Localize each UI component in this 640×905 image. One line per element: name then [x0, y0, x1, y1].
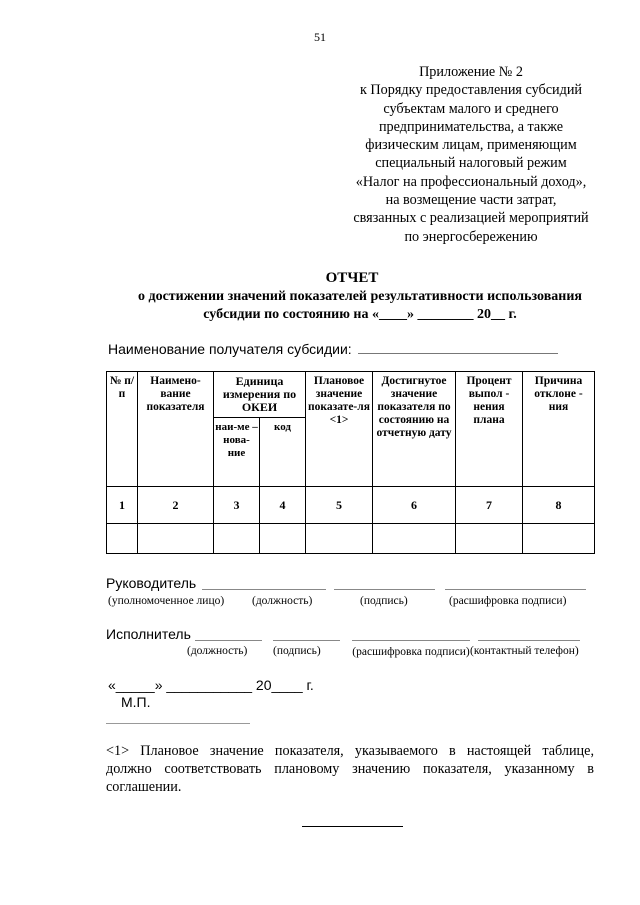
page-number: 51 — [314, 30, 326, 44]
stamp-label: М.П. — [121, 694, 151, 710]
table-cell[interactable] — [456, 524, 523, 554]
head-decode-line[interactable] — [445, 589, 586, 590]
recipient-field — [108, 341, 558, 357]
report-title: ОТЧЕТ — [325, 270, 379, 286]
appendix-header — [330, 63, 612, 246]
column-number: 6 — [373, 487, 456, 524]
appendix-line: связанных с реализацией мероприятий — [353, 210, 589, 227]
appendix-line: физическим лицам, применяющим — [365, 137, 577, 154]
recipient-input-line[interactable] — [358, 341, 558, 354]
header-unit: Единица измерения по ОКЕИ — [214, 372, 306, 418]
head-caption-position: (должность) — [252, 595, 313, 607]
table-cell[interactable] — [373, 524, 456, 554]
head-label: Руководитель — [106, 575, 197, 591]
executor-phone-line[interactable] — [478, 640, 580, 641]
header-num: № п/п — [107, 372, 138, 487]
column-number: 8 — [523, 487, 595, 524]
table-cell[interactable] — [523, 524, 595, 554]
appendix-line: специальный налоговый режим — [375, 155, 567, 172]
appendix-line: предпринимательства, а также — [378, 118, 564, 135]
recipient-label: Наименование получателя субсидии: — [108, 341, 352, 357]
appendix-line: Приложение № 2 — [419, 64, 523, 80]
footnote-line-1: <1> Плановое значение показателя, указываемого в настоящей таблице, — [106, 743, 594, 759]
executor-caption-phone: (контактный телефон) — [470, 645, 579, 657]
appendix-line: на возмещение части затрат, — [385, 192, 557, 209]
end-divider — [302, 826, 403, 827]
appendix-line: субъектам малого и среднего — [383, 100, 559, 117]
head-signature-line[interactable] — [334, 589, 435, 590]
subtitle-line-2: субсидии по состоянию на «____» ________ 20__ г. — [203, 307, 517, 322]
executor-signature-line[interactable] — [273, 640, 340, 641]
report-table — [106, 371, 595, 554]
executor-caption-signature: (подпись) — [273, 645, 321, 657]
footnote — [106, 742, 594, 796]
subtitle-line-1: о достижении значений показателей результативности использования — [138, 289, 582, 304]
table-cell[interactable] — [107, 524, 138, 554]
executor-caption-decode: (расшифровка подписи) — [352, 646, 470, 658]
footnote-separator — [106, 723, 250, 724]
appendix-line: к Порядку предоставления субсидий — [359, 82, 583, 99]
executor-caption-position: (должность) — [187, 645, 248, 657]
head-position-line[interactable] — [202, 589, 326, 590]
table-cell[interactable] — [260, 524, 306, 554]
header-plan: Плановое значение показате-ля <1> — [306, 372, 373, 487]
header-unit-name: наи-ме – нова-ние — [214, 418, 260, 487]
header-reason: Причина отклоне - ния — [523, 372, 595, 487]
header-percent: Процент выпол - нения плана — [456, 372, 523, 487]
date-line[interactable]: «_____» ___________ 20____ г. — [108, 677, 314, 693]
column-number: 1 — [107, 487, 138, 524]
table-cell[interactable] — [138, 524, 214, 554]
column-number: 7 — [456, 487, 523, 524]
footnote-line-3: соглашении. — [106, 779, 182, 795]
column-number: 5 — [306, 487, 373, 524]
head-caption-authorized: (уполномоченное лицо) — [108, 595, 225, 607]
column-number: 4 — [260, 487, 306, 524]
table-cell[interactable] — [214, 524, 260, 554]
executor-position-line[interactable] — [195, 640, 262, 641]
header-name: Наимено-вание показателя — [138, 372, 214, 487]
report-subtitle — [60, 288, 640, 324]
head-caption-decode: (расшифровка подписи) — [449, 595, 567, 607]
footnote-line-2: должно соответствовать плановому значению показателя, указанному в — [106, 761, 594, 777]
appendix-line: «Налог на профессиональный доход», — [355, 173, 587, 190]
column-number: 3 — [214, 487, 260, 524]
header-unit-code: код — [260, 418, 306, 487]
column-number: 2 — [138, 487, 214, 524]
head-caption-signature: (подпись) — [360, 595, 408, 607]
executor-label: Исполнитель — [106, 626, 191, 642]
header-achieved: Достигнутое значение показателя по состоянию на отчетную дату — [373, 372, 456, 487]
table-cell[interactable] — [306, 524, 373, 554]
appendix-line: по энергосбережению — [404, 228, 538, 245]
executor-decode-line[interactable] — [352, 640, 470, 641]
